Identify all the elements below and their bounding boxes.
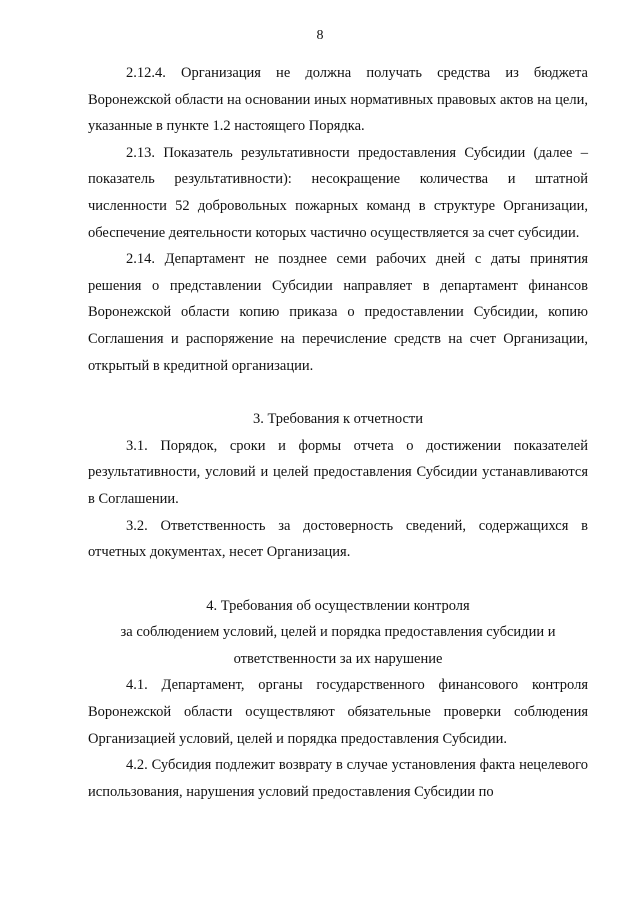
paragraph-2-14: 2.14. Департамент не позднее семи рабочих дней с даты принятия решения о представлении Субсидии направляет в департамент финансов Воронежской области копию приказа о предоставлении Субсидии, копию Соглашения и распоряжение на перечисление средств на счет Организации, открытый в кредитной организации. <box>88 251 588 374</box>
section-heading-4 <box>88 593 588 673</box>
document-body <box>88 60 588 805</box>
section-heading-4-line-2: за соблюдением условий, целей и порядка предоставления субсидии и <box>120 624 556 641</box>
paragraph-3-2: 3.2. Ответственность за достоверность сведений, содержащихся в отчетных документах, несет Организация. <box>88 517 588 561</box>
paragraph-3-1: 3.1. Порядок, сроки и формы отчета о достижении показателей результативности, условий и целей предоставления Субсидии устанавливаются в Соглашении. <box>88 437 588 507</box>
section-heading-3: 3. Требования к отчетности <box>252 411 424 428</box>
section-heading-4-line-3: ответственности за их нарушение <box>233 650 443 667</box>
page-number: 8 <box>316 28 324 43</box>
paragraph-2-13: 2.13. Показатель результативности предоставления Субсидии (далее – показатель результативности): несокращение количества и штатной численности 52 добровольных пожарных команд в структуре Организации, обеспечение деятельности которых частично осуществляется за счет субсидии. <box>88 144 588 241</box>
section-heading-4-line-1: 4. Требования об осуществлении контроля <box>206 597 470 614</box>
paragraph-4-2: 4.2. Субсидия подлежит возврату в случае установления факта нецелевого использования, нарушения условий предоставления Субсидии по <box>88 757 588 800</box>
paragraph-4-1: 4.1. Департамент, органы государственного финансового контроля Воронежской области осуществляют обязательные проверки соблюдения Организацией условий, целей и порядка предоставления Субсидии. <box>88 677 588 747</box>
paragraph-2-12-4: 2.12.4. Организация не должна получать средства из бюджета Воронежской области на основании иных нормативных правовых актов на цели, указанные в пункте 1.2 настоящего Порядка. <box>88 65 588 135</box>
